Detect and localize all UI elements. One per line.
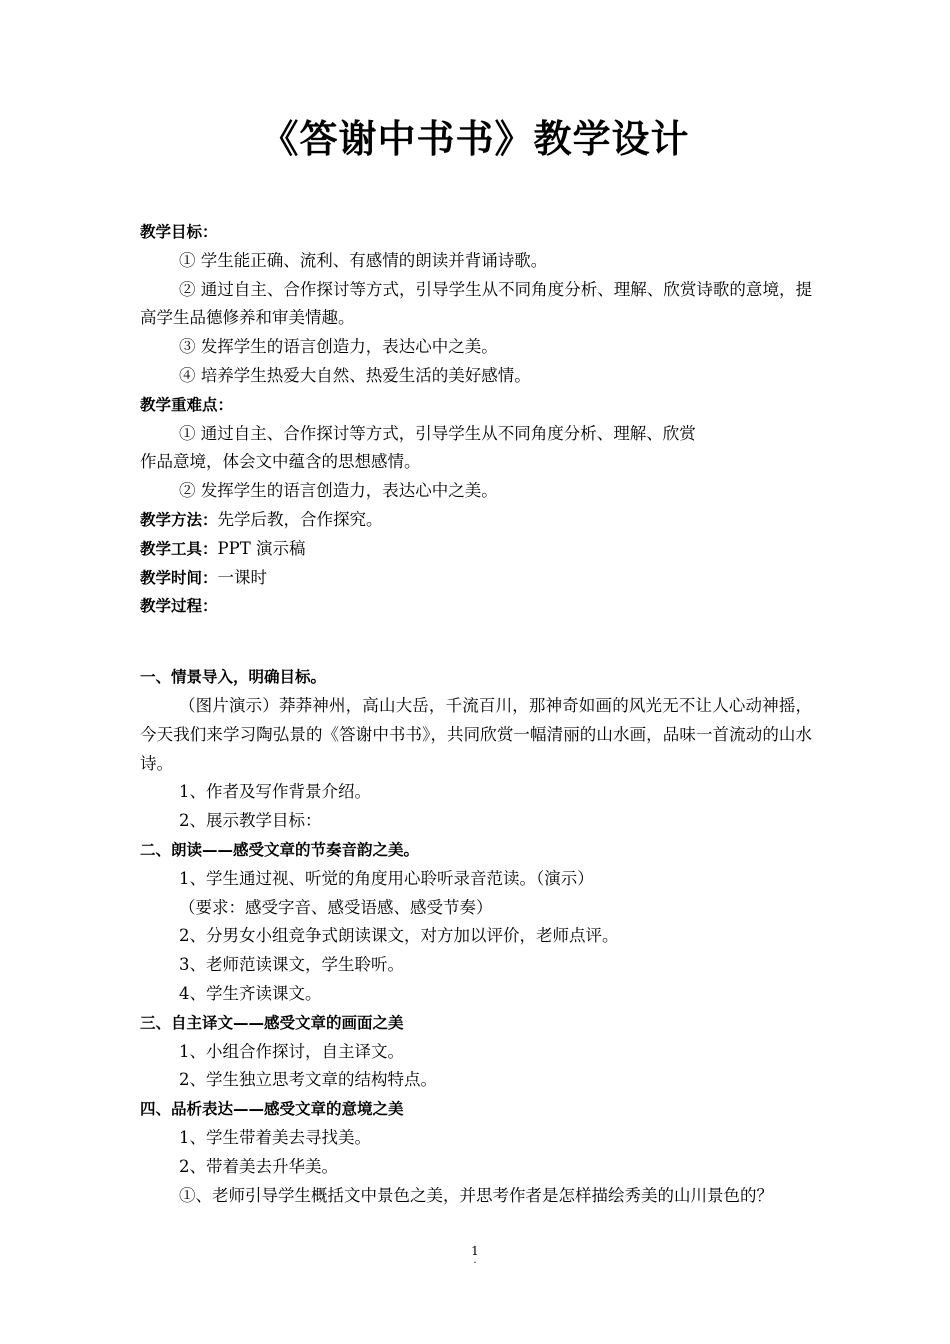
process-heading: 教学过程： bbox=[140, 597, 218, 616]
method-row bbox=[140, 506, 812, 535]
key-point-item-continued: 作品意境，体会文中蕴含的思想感情。 bbox=[140, 452, 421, 472]
section-2-item: 1、学生通过视、听觉的角度用心聆听录音范读。（演示） bbox=[179, 868, 594, 888]
objectives-heading: 教学目标： bbox=[140, 223, 218, 241]
section-3-item: 2、学生独立思考文章的结构特点。 bbox=[179, 1070, 437, 1090]
page-number-dot: . bbox=[473, 1255, 477, 1266]
section-3-heading: 三、自主译文——感受文章的画面之美 bbox=[140, 1013, 404, 1032]
objective-item: ② 通过自主、合作探讨等方式，引导学生从不同角度分析、理解、欣赏诗歌的意境，提高学生品德修养和审美情趣。 bbox=[140, 279, 812, 328]
section-2-item: 3、老师范读课文，学生聆听。 bbox=[179, 955, 404, 975]
section-2-heading: 二、朗读——感受文章的节奏音韵之美。 bbox=[140, 840, 420, 859]
section-2-item: 4、学生齐读课文。 bbox=[179, 983, 322, 1003]
page-number-value: 1 bbox=[471, 1244, 479, 1258]
time-label: 教学时间： bbox=[140, 568, 218, 587]
tools-value: PPT 演示稿 bbox=[217, 538, 306, 558]
time-value: 一课时 bbox=[217, 567, 268, 587]
section-4-heading: 四、品析表达——感受文章的意境之美 bbox=[140, 1100, 404, 1119]
method-value: 先学后教，合作探究。 bbox=[217, 509, 383, 529]
tools-row bbox=[140, 535, 812, 564]
time-row bbox=[140, 564, 812, 593]
document-title: 《答谢中书书》教学设计 bbox=[260, 117, 690, 161]
section-4-item: 2、带着美去升华美。 bbox=[179, 1156, 338, 1176]
key-point-item: ① 通过自主、合作探讨等方式，引导学生从不同角度分析、理解、欣赏 bbox=[179, 423, 696, 443]
section-2-item: 2、分男女小组竞争式朗读课文，对方加以评价，老师点评。 bbox=[179, 926, 619, 946]
tools-label: 教学工具： bbox=[140, 539, 218, 558]
section-2-item: （要求：感受字音、感受语感、感受节奏） bbox=[179, 897, 493, 917]
objective-item: ③ 发挥学生的语言创造力，表达心中之美。 bbox=[179, 337, 498, 357]
section-1-intro: （图片演示）莽莽神州，高山大岳，千流百川，那神奇如画的风光无不让人心动神摇，今天我们来学习陶弘景的《答谢中书书》，共同欣赏一幅清丽的山水画，品味一首流动的山水诗。 bbox=[140, 695, 812, 773]
section-1-item: 2、展示教学目标： bbox=[179, 811, 322, 831]
objective-item: ④ 培养学生热爱大自然、热爱生活的美好感情。 bbox=[179, 365, 531, 385]
section-3-item: 1、小组合作探讨，自主译文。 bbox=[179, 1041, 404, 1061]
key-point-item: ② 发挥学生的语言创造力，表达心中之美。 bbox=[179, 481, 498, 501]
method-label: 教学方法： bbox=[140, 510, 218, 529]
objective-item: ① 学生能正确、流利、有感情的朗读并背诵诗歌。 bbox=[179, 250, 548, 270]
page-number bbox=[0, 1244, 950, 1264]
spacer bbox=[140, 621, 812, 663]
section-1-item: 1、作者及写作背景介绍。 bbox=[179, 782, 371, 802]
section-4-subitem: ①、老师引导学生概括文中景色之美，并思考作者是怎样描绘秀美的山川景色的？ bbox=[179, 1185, 773, 1205]
document-body bbox=[140, 218, 812, 1210]
section-4-item: 1、学生带着美去寻找美。 bbox=[179, 1127, 371, 1147]
key-points-heading: 教学重难点： bbox=[140, 395, 234, 414]
section-1-heading: 一、情景导入，明确目标。 bbox=[140, 668, 327, 687]
